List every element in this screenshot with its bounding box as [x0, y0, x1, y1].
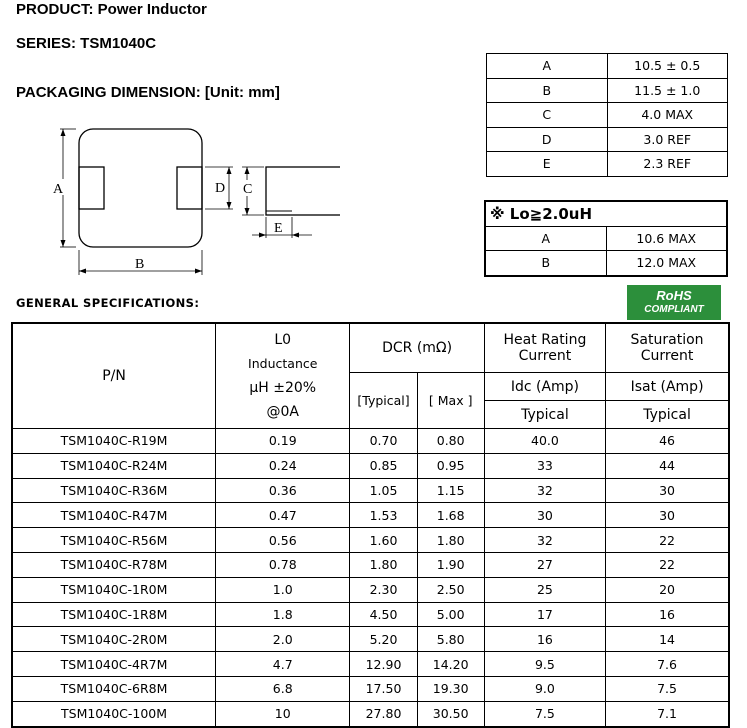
cell-idc: 33	[484, 453, 605, 478]
cell-dcr-typical: 17.50	[350, 676, 417, 701]
cell-idc: 30	[484, 503, 605, 528]
dimension-table	[486, 53, 728, 177]
cell-dcr-max: 1.80	[417, 528, 484, 553]
cell-isat: 22	[606, 552, 729, 577]
cell-dcr-typical: 1.53	[350, 503, 417, 528]
lo-table-title: ※ Lo≧2.0uH	[485, 201, 727, 226]
table-row	[12, 652, 729, 677]
cell-inductance: 0.56	[216, 528, 350, 553]
dim-value: 2.3 REF	[607, 152, 728, 177]
dim-value: 10.5 ± 0.5	[607, 54, 728, 79]
dim-key: B	[487, 78, 608, 103]
table-row	[12, 676, 729, 701]
cell-idc: 16	[484, 627, 605, 652]
rohs-badge	[627, 285, 721, 320]
cell-inductance: 0.36	[216, 478, 350, 503]
cell-idc: 40.0	[484, 429, 605, 454]
cell-inductance: 0.19	[216, 429, 350, 454]
cell-isat: 14	[606, 627, 729, 652]
cell-isat: 20	[606, 577, 729, 602]
cell-dcr-max: 30.50	[417, 701, 484, 726]
cell-dcr-max: 19.30	[417, 676, 484, 701]
cell-pn: TSM1040C-R36M	[12, 478, 216, 503]
cell-dcr-max: 0.80	[417, 429, 484, 454]
table-row	[485, 251, 727, 276]
header-inductance	[216, 323, 350, 429]
dim-key: A	[487, 54, 608, 79]
cell-pn: TSM1040C-R24M	[12, 453, 216, 478]
table-row	[12, 528, 729, 553]
rohs-line1: RoHS	[656, 288, 692, 303]
table-row	[487, 127, 728, 152]
cell-inductance: 1.8	[216, 602, 350, 627]
header-uh: μH ±20%	[249, 380, 317, 396]
packaging-drawing	[40, 120, 340, 280]
header-dcr-typical: [Typical]	[350, 373, 417, 429]
lo-value: 10.6 MAX	[606, 226, 727, 251]
cell-idc: 17	[484, 602, 605, 627]
cell-idc: 32	[484, 528, 605, 553]
table-row	[487, 78, 728, 103]
right-terminal	[177, 167, 202, 209]
cell-dcr-typical: 12.90	[350, 652, 417, 677]
cell-dcr-max: 14.20	[417, 652, 484, 677]
product-title: PRODUCT: Power Inductor	[16, 1, 207, 18]
inductor-top-view	[79, 129, 202, 247]
cell-idc: 9.5	[484, 652, 605, 677]
spec-table	[11, 322, 730, 728]
header-dcr: DCR (mΩ)	[350, 323, 484, 373]
cell-inductance: 10	[216, 701, 350, 726]
cell-idc: 27	[484, 552, 605, 577]
cell-inductance: 0.24	[216, 453, 350, 478]
header-l0: L0	[274, 332, 292, 348]
dim-value: 4.0 MAX	[607, 103, 728, 128]
cell-dcr-max: 1.90	[417, 552, 484, 577]
label-b: B	[135, 257, 145, 272]
cell-dcr-typical: 1.80	[350, 552, 417, 577]
cell-pn: TSM1040C-4R7M	[12, 652, 216, 677]
cell-dcr-max: 5.00	[417, 602, 484, 627]
cell-inductance: 0.78	[216, 552, 350, 577]
cell-pn: TSM1040C-R47M	[12, 503, 216, 528]
header-isat-typical: Typical	[606, 401, 729, 429]
header-isat: Isat (Amp)	[606, 373, 729, 401]
table-header-row	[12, 323, 729, 373]
dim-key: E	[487, 152, 608, 177]
lo-dimension-table	[484, 200, 728, 277]
cell-pn: TSM1040C-6R8M	[12, 676, 216, 701]
cell-pn: TSM1040C-1R8M	[12, 602, 216, 627]
cell-idc: 32	[484, 478, 605, 503]
dim-value: 3.0 REF	[607, 127, 728, 152]
lo-key: A	[485, 226, 606, 251]
lo-key: B	[485, 251, 606, 276]
cell-isat: 7.5	[606, 676, 729, 701]
header-heat: Heat Rating Current	[484, 323, 605, 373]
series-title: SERIES: TSM1040C	[16, 35, 157, 52]
cell-dcr-typical: 1.05	[350, 478, 417, 503]
table-row	[12, 577, 729, 602]
cell-dcr-typical: 0.85	[350, 453, 417, 478]
table-row	[12, 478, 729, 503]
header-pn: P/N	[12, 323, 216, 429]
table-row	[12, 453, 729, 478]
rohs-line2: COMPLIANT	[644, 304, 704, 315]
cell-pn: TSM1040C-2R0M	[12, 627, 216, 652]
table-row	[12, 627, 729, 652]
header-idc-typical: Typical	[484, 401, 605, 429]
header-at0a: @0A	[266, 404, 299, 420]
cell-inductance: 1.0	[216, 577, 350, 602]
cell-dcr-max: 1.68	[417, 503, 484, 528]
cell-idc: 25	[484, 577, 605, 602]
cell-dcr-typical: 4.50	[350, 602, 417, 627]
table-row	[12, 503, 729, 528]
general-specs-title: GENERAL SPECIFICATIONS:	[16, 296, 200, 310]
label-c: C	[243, 182, 253, 197]
dim-key: C	[487, 103, 608, 128]
table-row	[487, 152, 728, 177]
header-inductance-label: Inductance	[248, 356, 318, 371]
table-row	[12, 701, 729, 726]
cell-isat: 44	[606, 453, 729, 478]
cell-isat: 22	[606, 528, 729, 553]
cell-dcr-max: 5.80	[417, 627, 484, 652]
inductor-side-view	[266, 167, 340, 215]
table-row	[487, 54, 728, 79]
cell-pn: TSM1040C-R19M	[12, 429, 216, 454]
cell-pn: TSM1040C-1R0M	[12, 577, 216, 602]
cell-inductance: 6.8	[216, 676, 350, 701]
lo-value: 12.0 MAX	[606, 251, 727, 276]
label-d: D	[215, 181, 226, 196]
table-row	[485, 226, 727, 251]
cell-isat: 46	[606, 429, 729, 454]
cell-dcr-typical: 27.80	[350, 701, 417, 726]
packaging-title: PACKAGING DIMENSION: [Unit: mm]	[16, 84, 280, 101]
cell-isat: 30	[606, 478, 729, 503]
header-dcr-max: [ Max ]	[417, 373, 484, 429]
cell-dcr-max: 1.15	[417, 478, 484, 503]
cell-pn: TSM1040C-100M	[12, 701, 216, 726]
label-e: E	[274, 221, 283, 236]
table-row	[487, 103, 728, 128]
cell-inductance: 0.47	[216, 503, 350, 528]
left-terminal	[79, 167, 104, 209]
cell-isat: 30	[606, 503, 729, 528]
cell-dcr-typical: 2.30	[350, 577, 417, 602]
cell-pn: TSM1040C-R56M	[12, 528, 216, 553]
table-row	[12, 429, 729, 454]
dim-key: D	[487, 127, 608, 152]
header-idc: Idc (Amp)	[484, 373, 605, 401]
table-row	[12, 552, 729, 577]
table-row	[12, 602, 729, 627]
header-sat: Saturation Current	[606, 323, 729, 373]
dim-value: 11.5 ± 1.0	[607, 78, 728, 103]
cell-inductance: 4.7	[216, 652, 350, 677]
cell-idc: 9.0	[484, 676, 605, 701]
cell-dcr-max: 2.50	[417, 577, 484, 602]
cell-idc: 7.5	[484, 701, 605, 726]
cell-inductance: 2.0	[216, 627, 350, 652]
cell-dcr-typical: 5.20	[350, 627, 417, 652]
cell-isat: 7.6	[606, 652, 729, 677]
cell-pn: TSM1040C-R78M	[12, 552, 216, 577]
cell-dcr-typical: 1.60	[350, 528, 417, 553]
cell-isat: 7.1	[606, 701, 729, 726]
cell-dcr-typical: 0.70	[350, 429, 417, 454]
table-row	[485, 201, 727, 226]
cell-isat: 16	[606, 602, 729, 627]
label-a: A	[53, 182, 64, 197]
cell-dcr-max: 0.95	[417, 453, 484, 478]
